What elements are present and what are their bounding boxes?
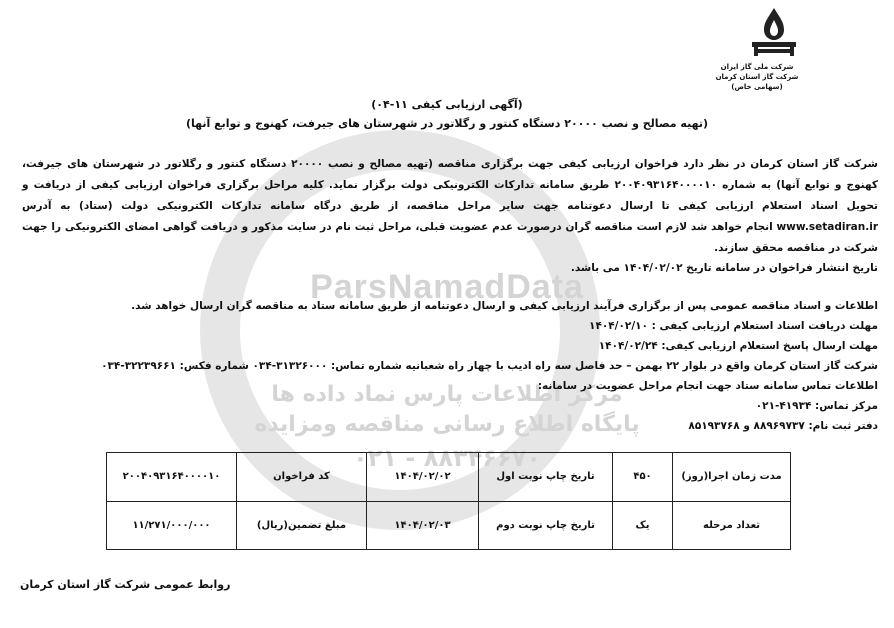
table-cell: کد فراخوان xyxy=(237,453,367,502)
detail-line: دفتر ثبت نام: ۸۸۹۶۹۷۳۷ و ۸۵۱۹۳۷۶۸ xyxy=(688,420,878,432)
watermark-line-3: پایگاه اطلاع رسانی مناقصه ومزایده xyxy=(254,412,640,437)
detail-line: اطلاعات و اسناد مناقصه عمومی پس از برگزاری فرآیند ارزیابی کیفی و ارسال دعوتنامه از طریق سامانه ستاد به مناقصه گران ارسال خواهد شد. xyxy=(131,300,878,312)
notice-subtitle: (تهیه مصالح و نصب ۲۰۰۰۰ دستگاه کنتور و رگلاتور در شهرستان های جیرفت، کهنوج و توابع آنها) xyxy=(185,117,709,130)
detail-line: مهلت ارسال پاسخ استعلام ارزیابی کیفی: ۱۴۰۴/۰۲/۲۴ xyxy=(598,340,878,352)
flame-logo-icon xyxy=(744,6,804,58)
company-line-2: شرکت گاز استان کرمان xyxy=(715,73,799,81)
detail-line: اطلاعات تماس سامانه ستاد جهت انجام مراحل عضویت در سامانه: xyxy=(537,380,878,392)
detail-line: مرکز تماس: ۴۱۹۳۴-۰۲۱ xyxy=(755,400,878,412)
watermark-line-2: مرکز اطلاعات پارس نماد داده ها xyxy=(271,382,623,407)
detail-line: شرکت گاز استان کرمان واقع در بلوار ۲۲ بهمن – حد فاصل سه راه ادیب با چهار راه شعبانیه شماره تماس: ۳۱۳۲۶۰۰۰-۰۳۴ شماره فکس: ۳۲۲۳۹۶۶۱-۰۳۴ xyxy=(101,360,878,372)
watermark-brand: ParsNamadData xyxy=(310,268,584,306)
publish-date: تاریخ انتشار فراخوان در سامانه تاریخ ۱۴۰۴/۰۲/۰۲ می باشد. xyxy=(570,262,878,274)
company-line-1: شرکت ملی گاز ایران xyxy=(720,63,794,71)
table-cell: ۴۵۰ xyxy=(613,453,673,502)
notice-title: (آگهی ارزیابی کیفی ۱۱-۰۴) xyxy=(371,98,523,111)
table-cell: یک xyxy=(613,501,673,550)
table-cell: ۱۴۰۴/۰۲/۰۲ xyxy=(367,453,479,502)
watermark-phone: ۰۲۱ - ۸۸۳۴۶۶۷۰ xyxy=(353,444,541,472)
detail-line: مهلت دریافت اسناد استعلام ارزیابی کیفی : ۱۴۰۴/۰۲/۱۰ xyxy=(589,320,878,332)
table-cell: ۱۴۰۴/۰۲/۰۳ xyxy=(367,501,479,550)
table-cell: مبلغ تضمین(ریال) xyxy=(237,501,367,550)
table-cell: ۲۰۰۴۰۹۳۱۶۴۰۰۰۰۱۰ xyxy=(107,453,237,502)
table-cell: تاریخ چاپ نوبت اول xyxy=(479,453,613,502)
table-row xyxy=(107,501,791,550)
table-cell: تعداد مرحله xyxy=(673,501,791,550)
company-line-3: (سهامی خاص) xyxy=(731,83,783,91)
table-cell: ۱۱/۲۷۱/۰۰۰/۰۰۰ xyxy=(107,501,237,550)
company-block xyxy=(702,62,812,92)
table-cell: تاریخ چاپ نوبت دوم xyxy=(479,501,613,550)
info-table xyxy=(106,452,791,550)
intro-paragraph: شرکت گاز استان کرمان در نظر دارد فراخوان ارزیابی کیفی جهت برگزاری مناقصه (تهیه مصالح و نصب ۲۰۰۰۰ دستگاه کنتور و رگلاتور در شهرستان های جیرفت، کهنوج و توابع آنها) به شماره ۲۰۰۴۰۹۳۱۶۴۰۰۰۰۱۰ طریق سامانه تدارکات الکترونیکی دولت برگزار نماید. کلیه مراحل برگزاری فراخوان ارزیابی کیفی از دریافت و تحویل اسناد استعلام ارزیابی کیفی تا ارسال دعوتنامه جهت سایر مراحل مناقصه، از طریق درگاه سامانه تدارکات الکترونیکی دولت (ستاد) به آدرس www.setadiran.ir انجام خواهد شد لازم است مناقصه گران درصورت عدم عضویت قبلی، مراحل ثبت نام در سایت مذکور و دریافت گواهی امضای الکترونیکی را جهت شرکت در مناقصه محقق سازند. xyxy=(22,158,879,254)
table-row xyxy=(107,453,791,502)
table-cell: مدت زمان اجرا(روز) xyxy=(673,453,791,502)
footer-signature: روابط عمومی شرکت گاز استان کرمان xyxy=(20,578,231,591)
